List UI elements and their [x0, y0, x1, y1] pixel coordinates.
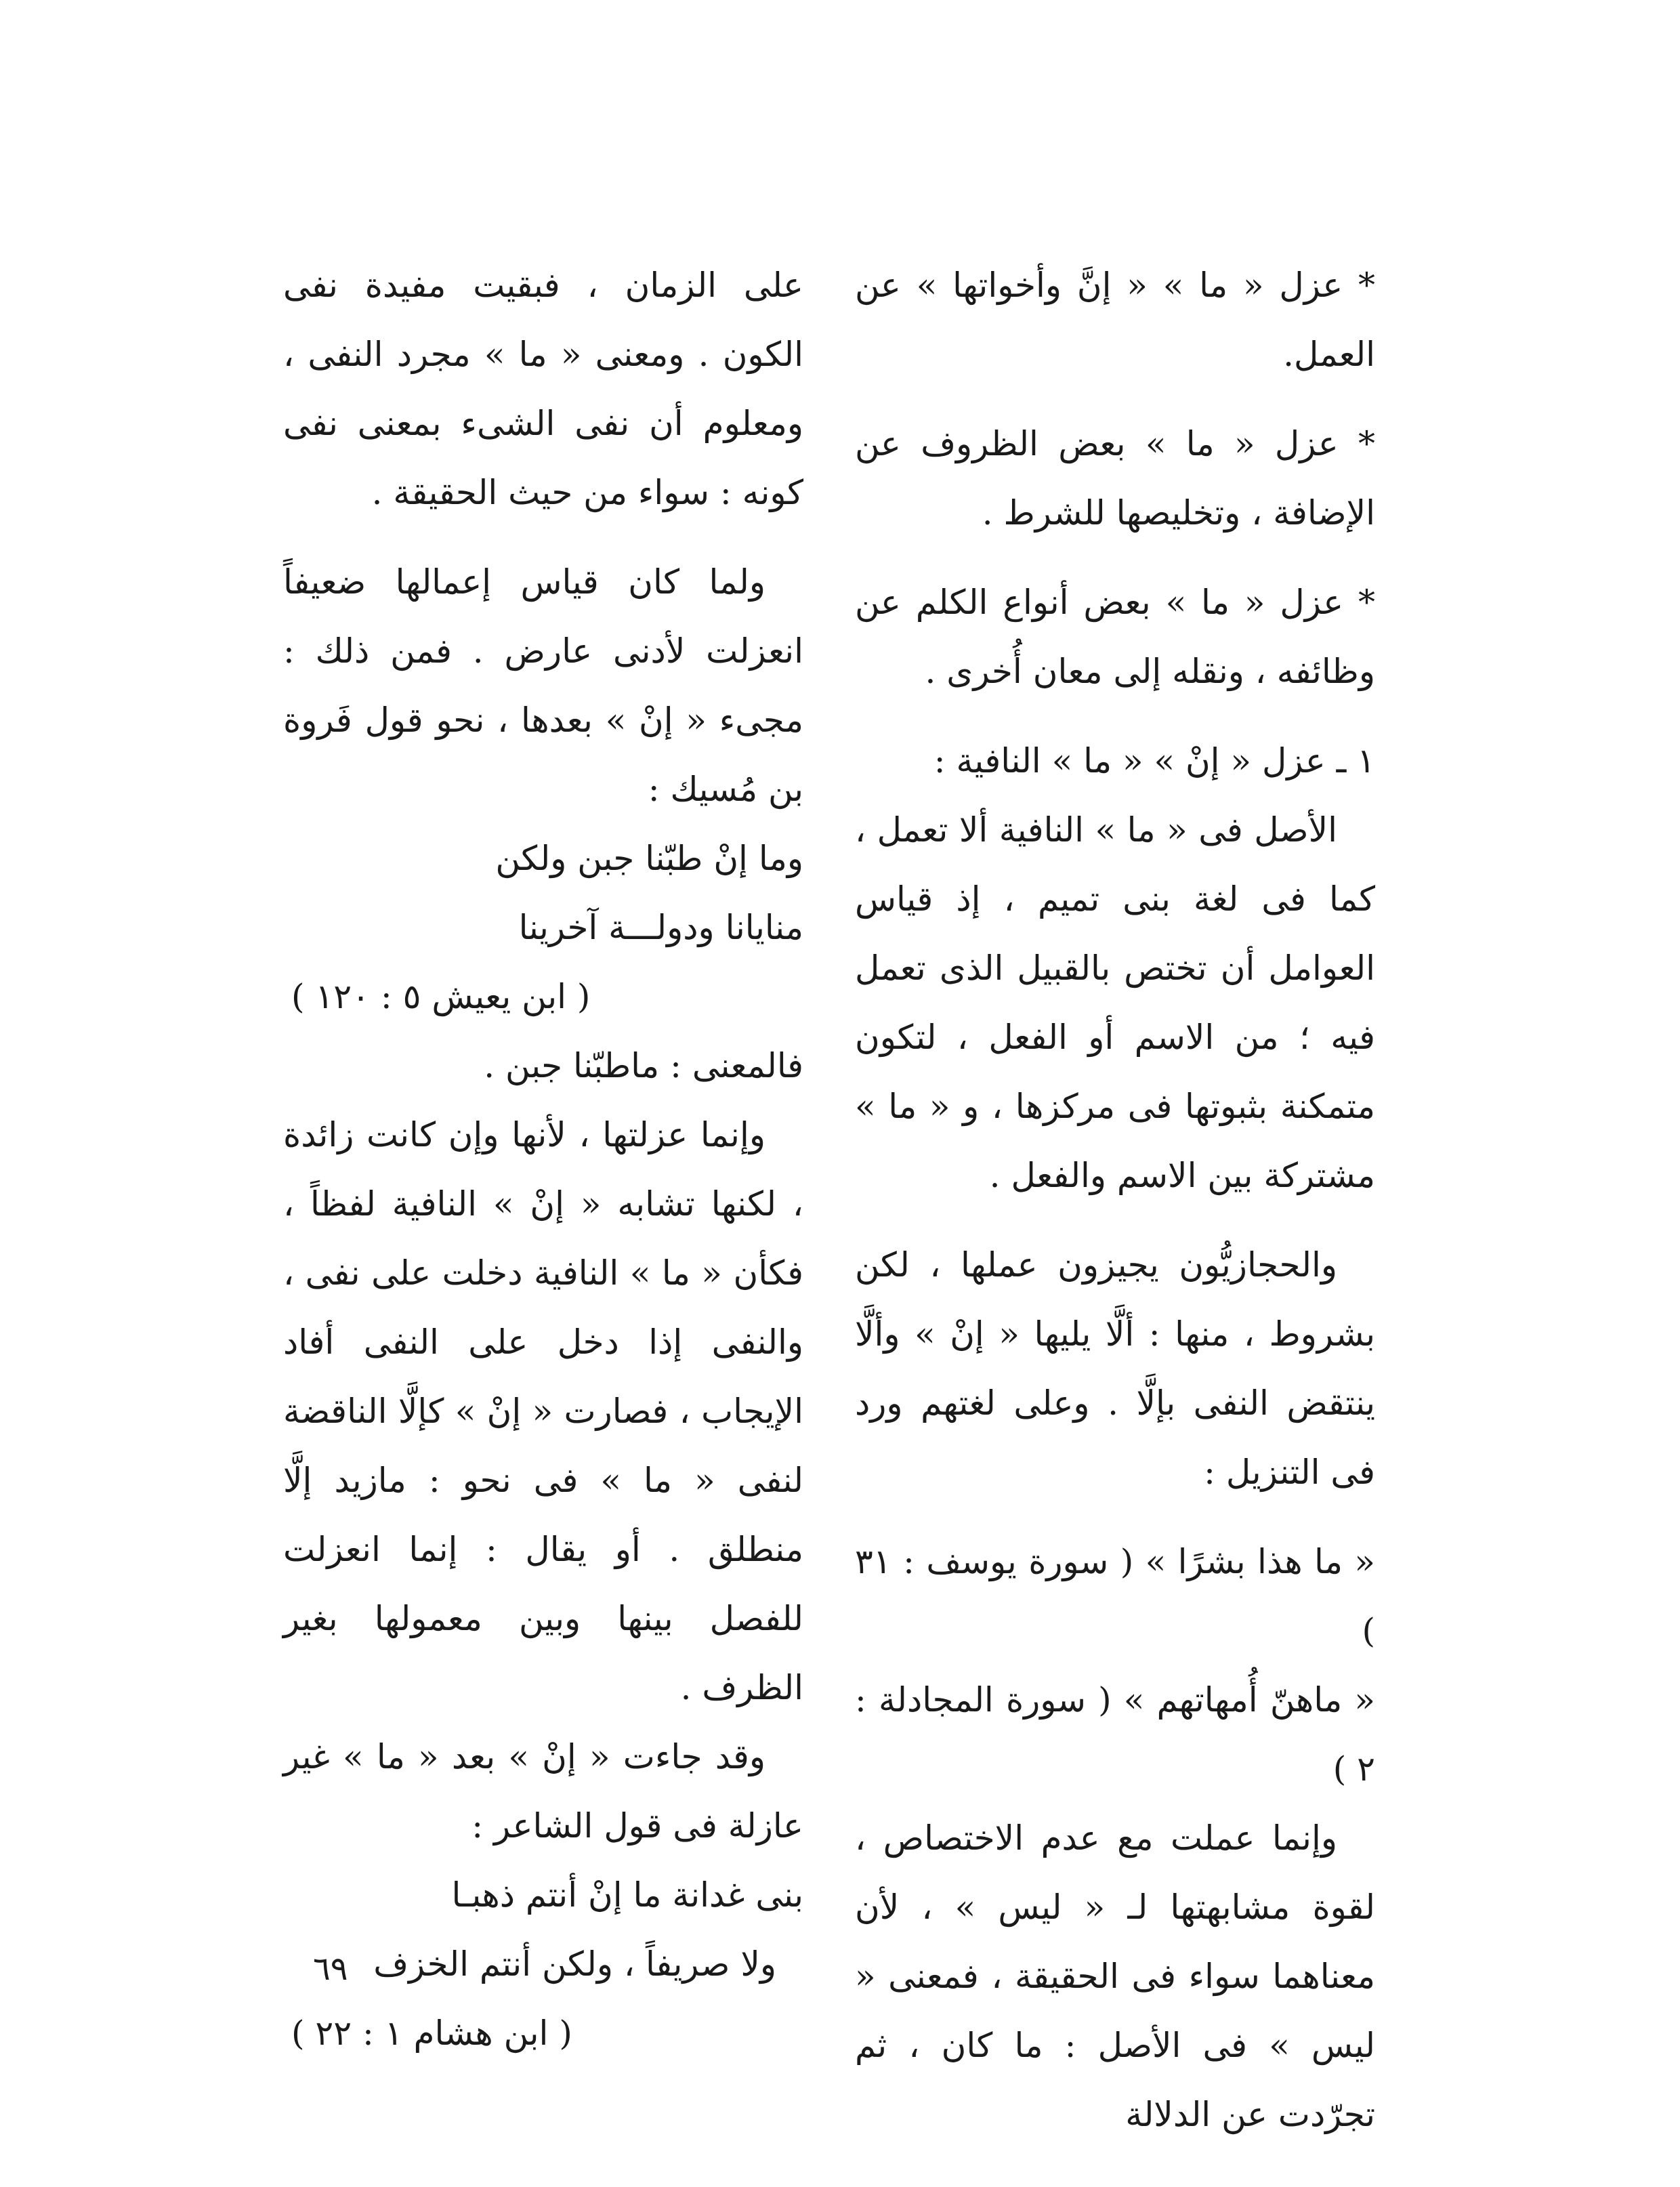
bullet-item: * عزل « ما » « إنَّ وأخواتها » عن العمل.	[855, 266, 1375, 374]
paragraph: فالمعنى : ماطبّنا جبن .	[484, 1046, 803, 1085]
paragraph: والحجازيُّون يجيزون عملها ، لكن بشروط ، منها : ألَّا يليها « إنْ » وألَّا ينتقض النفى بإلَّا . وعلى لغتهم ورد فى التنزيل :	[855, 1245, 1375, 1492]
section-heading: ١ ـ عزل « إنْ » « ما » النافية :	[933, 741, 1375, 780]
paragraph: وإنما عملت مع عدم الاختصاص ، لقوة مشابهتها لـ « ليس » ، لأن معناهما سواء فى الحقيقة ، فمعنى « ليس » فى الأصل : ما كان ، ثم تجرّدت عن الدلالة	[855, 1818, 1375, 2134]
paragraph: على الزمان ، فبقيت مفيدة نفى الكون . ومعنى « ما » مجرد النفى ، ومعلوم أن نفى الشىء بمعنى نفى كونه : سواء من حيث الحقيقة .	[283, 266, 803, 512]
bullet-item: * عزل « ما » بعض الظروف عن الإضافة ، وتخليصها للشرط .	[855, 424, 1375, 533]
right-text-column	[855, 251, 1375, 2149]
paragraph: الأصل فى « ما » النافية ألا تعمل ، كما فى لغة بنى تميم ، إذ قياس العوامل أن تختص بالقبيل الذى تعمل فيه ؛ من الاسم أو الفعل ، لتكون متمكنة بثبوتها فى مركزها ، و « ما » مشتركة بين الاسم والفعل .	[855, 810, 1375, 1195]
verse-line: ولا صريفاً ، ولكن أنتم الخزف	[373, 1944, 776, 1984]
quran-quote: « ما هذا بشرًا » ( سورة يوسف : ٣١ )	[855, 1542, 1375, 1650]
verse-line: منايانا ودولـــة آخرينا	[518, 908, 803, 947]
paragraph: وقد جاءت « إنْ » بعد « ما » غير عازلة فى قول الشاعر :	[283, 1737, 803, 1846]
bullet-item: * عزل « ما » بعض أنواع الكلم عن وظائفه ، ونقله إلى معان أُخرى .	[855, 583, 1375, 691]
citation: ( ابن يعيش ٥ : ١٢٠ )	[291, 977, 591, 1016]
quran-quote: « ماهنّ أُمهاتهم » ( سورة المجادلة : ٢ )	[855, 1680, 1375, 1789]
paragraph: ولما كان قياس إعمالها ضعيفاً انعزلت لأدنى عارض . فمن ذلك : مجىء « إنْ » بعدها ، نحو قول فَروة بن مُسيك :	[283, 562, 803, 809]
left-text-column	[283, 251, 803, 2068]
verse-line: وما إنْ طبّنا جبن ولكن	[495, 839, 803, 878]
verse-line: بنى غدانة ما إنْ أنتم ذهبـا	[451, 1875, 803, 1915]
page-number: ٦٩	[313, 1950, 348, 1988]
citation: ( ابن هشام ١ : ٢٢ )	[291, 2014, 572, 2053]
paragraph: وإنما عزلتها ، لأنها وإن كانت زائدة ، لكنها تشابه « إنْ » النافية لفظاً ، فكأن « ما » النافية دخلت على نفى ، والنفى إذا دخل على النفى أفاد الإيجاب ، فصارت « إنْ » كإلَّا الناقضة لنفى « ما » فى نحو : مازيد إلَّا منطلق . أو يقال : إنما انعزلت للفصل بينها وبين معمولها بغير الظرف .	[283, 1115, 803, 1707]
